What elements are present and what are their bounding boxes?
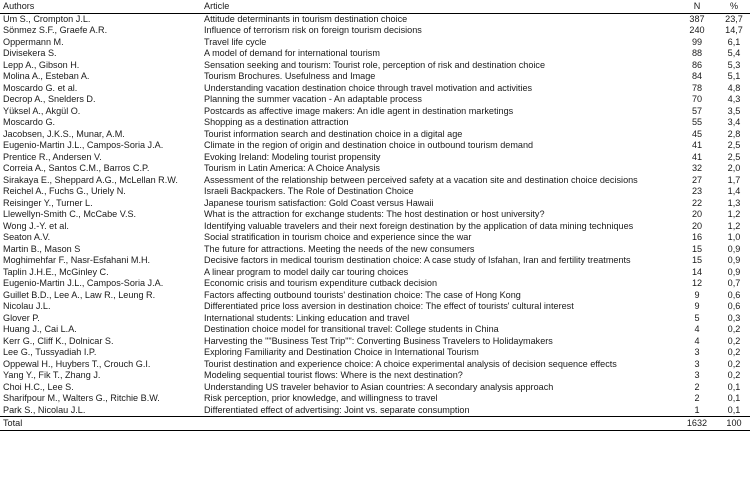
cell-n: 57 xyxy=(691,105,703,116)
cell-percent: 0,2 xyxy=(727,370,741,381)
cell-n: 23 xyxy=(691,186,703,197)
table-row xyxy=(0,290,750,302)
cell-article: The future for attractions. Meeting the needs of the new consumers xyxy=(204,243,475,254)
cell-n: 5 xyxy=(694,312,700,323)
cell-authors: Reichel A., Fuchs G., Uriely N. xyxy=(3,186,126,197)
cell-article: Tourism Brochures. Usefulness and Image xyxy=(204,71,376,82)
cell-n: 84 xyxy=(691,71,703,82)
cell-percent: 0,2 xyxy=(727,347,741,358)
cell-article: Factors affecting outbound tourists' destination choice: The case of Hong Kong xyxy=(204,289,521,300)
cell-percent: 5,1 xyxy=(727,71,741,82)
table-row xyxy=(0,324,750,336)
table-row xyxy=(0,37,750,49)
cell-n: 387 xyxy=(689,13,705,24)
total-label: Total xyxy=(0,417,201,431)
cell-percent: 5,3 xyxy=(727,59,741,70)
total-spacer xyxy=(201,417,676,431)
table-row xyxy=(0,83,750,95)
cell-percent: 0,2 xyxy=(727,358,741,369)
cell-percent: 0,1 xyxy=(727,381,741,392)
cell-n: 9 xyxy=(694,301,700,312)
cell-percent: 23,7 xyxy=(725,13,743,24)
cell-authors: Lepp A., Gibson H. xyxy=(3,59,80,70)
table-row xyxy=(0,71,750,83)
cell-article: Israeli Backpackers. The Role of Destination Choice xyxy=(204,186,414,197)
cell-article: International students: Linking education and travel xyxy=(204,312,410,323)
table-row xyxy=(0,278,750,290)
cell-article: Tourist destination and experience choice: A choice experimental analysis of decision sequence effects xyxy=(204,358,617,369)
cell-authors: Llewellyn-Smith C., McCabe V.S. xyxy=(3,209,137,220)
cell-percent: 0,2 xyxy=(727,335,741,346)
table-body xyxy=(0,13,750,417)
cell-authors: Prentice R., Andersen V. xyxy=(3,151,102,162)
cell-n: 2 xyxy=(694,381,700,392)
cell-percent: 3,4 xyxy=(727,117,741,128)
column-header-authors: Authors xyxy=(0,0,201,13)
cell-authors: Choi H.C., Lee S. xyxy=(3,381,74,392)
cell-percent: 0,1 xyxy=(727,393,741,404)
cell-authors: Sirakaya E., Sheppard A.G., McLellan R.W. xyxy=(3,174,178,185)
table-row xyxy=(0,405,750,417)
cell-article: A model of demand for international tourism xyxy=(204,48,380,59)
cell-percent: 3,5 xyxy=(727,105,741,116)
total-percent: 100 xyxy=(718,417,750,431)
cell-authors: Eugenio-Martin J.L., Campos-Soria J.A. xyxy=(3,278,164,289)
cell-n: 3 xyxy=(694,347,700,358)
cell-percent: 1,2 xyxy=(727,209,741,220)
cell-article: What is the attraction for exchange students: The host destination or host university? xyxy=(204,209,545,220)
table-row xyxy=(0,347,750,359)
table-row xyxy=(0,382,750,394)
cell-article: Assessment of the relationship between perceived safety at a vacation site and destination choice decisions xyxy=(204,174,638,185)
table-row xyxy=(0,198,750,210)
cell-n: 55 xyxy=(691,117,703,128)
table-row xyxy=(0,25,750,37)
cell-authors: Nicolau J.L. xyxy=(3,301,51,312)
cell-authors: Park S., Nicolau J.L. xyxy=(3,404,86,415)
cell-authors: Lee G., Tussyadiah I.P. xyxy=(3,347,97,358)
table-row xyxy=(0,255,750,267)
cell-authors: Um S., Crompton J.L. xyxy=(3,13,91,24)
table-row xyxy=(0,393,750,405)
cell-n: 15 xyxy=(691,255,703,266)
cell-article: Risk perception, prior knowledge, and willingness to travel xyxy=(204,393,438,404)
cell-article: Destination choice model for transitional travel: College students in China xyxy=(204,324,499,335)
cell-percent: 2,5 xyxy=(727,151,741,162)
table-row xyxy=(0,175,750,187)
cell-n: 41 xyxy=(691,140,703,151)
cell-article: Influence of terrorism risk on foreign tourism decisions xyxy=(204,25,422,36)
table-row xyxy=(0,129,750,141)
cell-article: Postcards as affective image makers: An idle agent in destination marketings xyxy=(204,105,514,116)
cell-article: Shopping as a destination attraction xyxy=(204,117,349,128)
cell-article: A linear program to model daily car touring choices xyxy=(204,266,409,277)
table-row xyxy=(0,94,750,106)
cell-n: 14 xyxy=(691,266,703,277)
cell-article: Planning the summer vacation - An adaptable process xyxy=(204,94,422,105)
cell-article: Climate in the region of origin and destination choice in outbound tourism demand xyxy=(204,140,534,151)
cell-article: Evoking Ireland: Modeling tourist propensity xyxy=(204,151,381,162)
table-row xyxy=(0,267,750,279)
table-row xyxy=(0,359,750,371)
cell-authors: Correia A., Santos C.M., Barros C.P. xyxy=(3,163,150,174)
table-row xyxy=(0,313,750,325)
cell-article: Differentiated effect of advertising: Joint vs. separate consumption xyxy=(204,404,470,415)
cell-percent: 14,7 xyxy=(725,25,743,36)
cell-n: 4 xyxy=(694,324,700,335)
cell-n: 70 xyxy=(691,94,703,105)
cell-percent: 2,0 xyxy=(727,163,741,174)
header-row xyxy=(0,0,750,13)
cell-n: 22 xyxy=(691,197,703,208)
cell-article: Tourism in Latin America: A Choice Analysis xyxy=(204,163,380,174)
cell-authors: Guillet B.D., Lee A., Law R., Leung R. xyxy=(3,289,156,300)
cell-percent: 0,9 xyxy=(727,243,741,254)
cell-percent: 0,9 xyxy=(727,255,741,266)
cell-percent: 0,6 xyxy=(727,289,741,300)
cell-authors: Decrop A., Snelders D. xyxy=(3,94,96,105)
cell-n: 20 xyxy=(691,209,703,220)
cell-authors: Martin B., Mason S xyxy=(3,243,81,254)
cell-n: 4 xyxy=(694,335,700,346)
cell-n: 1 xyxy=(694,404,700,415)
cell-authors: Yang Y., Fik T., Zhang J. xyxy=(3,370,101,381)
total-row xyxy=(0,417,750,431)
column-header-percent: % xyxy=(718,0,750,13)
table-row xyxy=(0,117,750,129)
cell-n: 88 xyxy=(691,48,703,59)
cell-article: Decisive factors in medical tourism destination choice: A case study of Isfahan, Iran and fertility treatments xyxy=(204,255,631,266)
cell-article: Exploring Familiarity and Destination Choice in International Tourism xyxy=(204,347,479,358)
table-row xyxy=(0,152,750,164)
cell-n: 15 xyxy=(691,243,703,254)
table-row xyxy=(0,140,750,152)
cell-article: Modeling sequential tourist flows: Where is the next destination? xyxy=(204,370,463,381)
cell-n: 41 xyxy=(691,151,703,162)
cell-percent: 1,4 xyxy=(727,186,741,197)
table-row xyxy=(0,370,750,382)
cell-authors: Jacobsen, J.K.S., Munar, A.M. xyxy=(3,128,125,139)
cell-percent: 4,3 xyxy=(727,94,741,105)
cell-n: 86 xyxy=(691,59,703,70)
cell-authors: Sharifpour M., Walters G., Ritchie B.W. xyxy=(3,393,160,404)
cell-article: Understanding vacation destination choice through travel motivation and activities xyxy=(204,82,533,93)
cell-article: Understanding US traveler behavior to Asian countries: A secondary analysis approach xyxy=(204,381,554,392)
cell-n: 12 xyxy=(691,278,703,289)
cell-article: Attitude determinants in tourism destination choice xyxy=(204,13,408,24)
column-header-n: N xyxy=(676,0,718,13)
table-row xyxy=(0,13,750,25)
cell-authors: Seaton A.V. xyxy=(3,232,51,243)
cell-n: 32 xyxy=(691,163,703,174)
cell-authors: Yüksel A., Akgül O. xyxy=(3,105,81,116)
cell-n: 27 xyxy=(691,174,703,185)
cell-percent: 0,9 xyxy=(727,266,741,277)
cell-n: 3 xyxy=(694,358,700,369)
cell-article: Tourist information search and destination choice in a digital age xyxy=(204,128,463,139)
cell-n: 16 xyxy=(691,232,703,243)
cell-article: Social stratification in tourism choice and experience since the war xyxy=(204,232,472,243)
cell-n: 99 xyxy=(691,36,703,47)
cell-authors: Moscardo G. et al. xyxy=(3,82,78,93)
cell-percent: 1,2 xyxy=(727,220,741,231)
cell-authors: Moscardo G. xyxy=(3,117,56,128)
cell-percent: 4,8 xyxy=(727,82,741,93)
cell-authors: Kerr G., Cliff K., Dolnicar S. xyxy=(3,335,114,346)
cell-authors: Glover P. xyxy=(3,312,40,323)
cell-percent: 1,0 xyxy=(727,232,741,243)
table-row xyxy=(0,106,750,118)
cell-percent: 0,7 xyxy=(727,278,741,289)
table-row xyxy=(0,336,750,348)
cell-percent: 1,3 xyxy=(727,197,741,208)
cell-article: Economic crisis and tourism expenditure cutback decision xyxy=(204,278,438,289)
cell-authors: Moghimehfar F., Nasr-Esfahani M.H. xyxy=(3,255,151,266)
table-footer xyxy=(0,417,750,431)
table-row xyxy=(0,301,750,313)
cell-article: Japanese tourism satisfaction: Gold Coast versus Hawaii xyxy=(204,197,434,208)
table-row xyxy=(0,186,750,198)
cell-authors: Oppermann M. xyxy=(3,36,64,47)
table-row xyxy=(0,48,750,60)
table-row xyxy=(0,209,750,221)
cell-percent: 6,1 xyxy=(727,36,741,47)
cell-article: Identifying valuable travelers and their next foreign destination by the application of data mining techniques xyxy=(204,220,634,231)
cell-article: Differentiated price loss aversion in destination choice: The effect of tourists' cultural interest xyxy=(204,301,574,312)
cell-authors: Sönmez S.F., Graefe A.R. xyxy=(3,25,108,36)
cell-n: 2 xyxy=(694,393,700,404)
table-header xyxy=(0,0,750,13)
cell-percent: 0,3 xyxy=(727,312,741,323)
table-row xyxy=(0,163,750,175)
cell-n: 20 xyxy=(691,220,703,231)
table-row xyxy=(0,60,750,72)
cell-authors: Eugenio-Martin J.L., Campos-Soria J.A. xyxy=(3,140,164,151)
cell-percent: 0,6 xyxy=(727,301,741,312)
table-row xyxy=(0,221,750,233)
table-row xyxy=(0,244,750,256)
cell-authors: Reisinger Y., Turner L. xyxy=(3,197,93,208)
cell-authors: Molina A., Esteban A. xyxy=(3,71,90,82)
cell-n: 240 xyxy=(689,25,705,36)
cell-percent: 0,2 xyxy=(727,324,741,335)
cell-percent: 1,7 xyxy=(727,174,741,185)
cell-article: Harvesting the ""Business Test Trip"": Converting Business Travelers to Holidaymakers xyxy=(204,335,553,346)
cell-article: Sensation seeking and tourism: Tourist role, perception of risk and destination choice xyxy=(204,59,546,70)
cell-article: Travel life cycle xyxy=(204,36,267,47)
total-n: 1632 xyxy=(676,417,718,431)
cell-n: 3 xyxy=(694,370,700,381)
cell-authors: Wong J.-Y. et al. xyxy=(3,220,69,231)
cell-authors: Oppewal H., Huybers T., Crouch G.I. xyxy=(3,358,151,369)
cell-authors: Huang J., Cai L.A. xyxy=(3,324,77,335)
cell-n: 45 xyxy=(691,128,703,139)
cell-percent: 5,4 xyxy=(727,48,741,59)
cell-n: 78 xyxy=(691,82,703,93)
cell-authors: Taplin J.H.E., McGinley C. xyxy=(3,266,109,277)
cell-percent: 2,8 xyxy=(727,128,741,139)
cell-percent: 0,1 xyxy=(727,404,741,415)
cell-authors: Divisekera S. xyxy=(3,48,57,59)
table-row xyxy=(0,232,750,244)
cell-percent: 2,5 xyxy=(727,140,741,151)
cell-n: 9 xyxy=(694,289,700,300)
column-header-article: Article xyxy=(201,0,676,13)
